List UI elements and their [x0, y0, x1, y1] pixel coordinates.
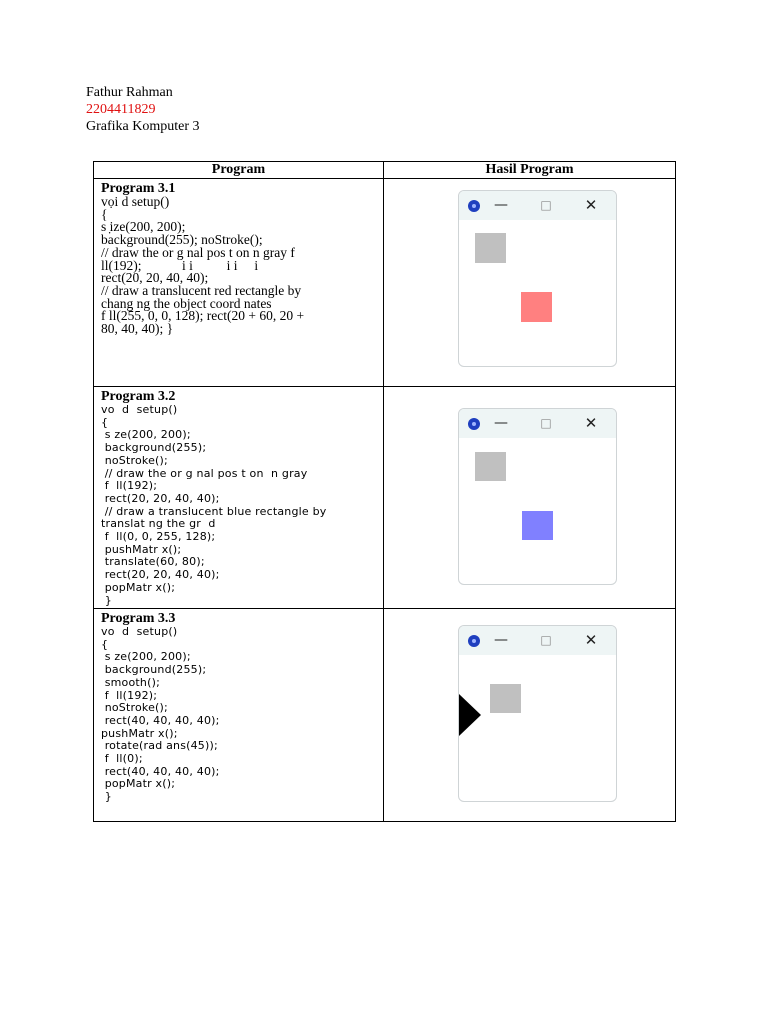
blue-rectangle [522, 511, 553, 540]
maximize-icon[interactable]: □ [540, 198, 552, 212]
sketch-window [458, 625, 617, 802]
header-result: Hasil Program [384, 162, 676, 179]
table-row [94, 179, 676, 387]
gray-rectangle [475, 452, 506, 481]
gray-rectangle [490, 684, 521, 713]
gray-rectangle [475, 233, 506, 263]
maximize-icon[interactable]: □ [540, 416, 552, 430]
program-result-cell [384, 387, 676, 609]
program-title: Program 3.3 [101, 611, 176, 626]
sketch-window [458, 408, 617, 585]
close-icon[interactable]: ✕ [584, 414, 598, 432]
close-icon[interactable]: ✕ [584, 196, 598, 214]
program-code: vo d setup() { s ze(200, 200); background(255); smooth(); f ll(192); noStroke(); rect(40, 40, 40, 40); pushMatr x(); rotate(rad ans(45)); f ll(0); rect(40, 40, 40, 40); popMatr x(); } [101, 625, 220, 804]
header-program: Program [94, 162, 384, 179]
program-code: vọi d setup() { s ̣ize(200, 200); background(255); noStroke(); // draw the or g nal pos t on n gray f ll(192); i i i i i rect(20, 20, 40, 40); // draw a translucent red rectangle by chang ng the object coord nates f ll(255, 0, 0, 128); rect(20 + 60, 20 + 80, 40, 40); } [101, 194, 305, 337]
minimize-icon[interactable]: — [494, 632, 508, 648]
window-titlebar [459, 626, 616, 655]
program-code-cell [94, 609, 384, 822]
program-result-cell [384, 179, 676, 387]
close-icon[interactable]: ✕ [584, 631, 598, 649]
program-result-cell [384, 609, 676, 822]
table-row [94, 609, 676, 822]
rotated-black-shape [459, 694, 483, 736]
program-code: vo d setup() { s ze(200, 200); background(255); noStroke(); // draw the or g nal pos t on n gray f ll(192); rect(20, 20, 40, 40); // draw a translucent blue rectangle by translat ng the gr d f ll(0, 0, 255, 128); pushMatr x(); translate(60, 80); rect(20, 20, 40, 40); popMatr x(); } [101, 403, 327, 607]
processing-app-icon [468, 418, 480, 430]
minimize-icon[interactable]: — [494, 415, 508, 431]
program-code-cell [94, 387, 384, 609]
document-header [86, 84, 200, 135]
program-title: Program 3.1 [101, 181, 176, 196]
program-code-cell [94, 179, 384, 387]
sketch-window [458, 190, 617, 367]
student-id: 2204411829 [86, 102, 156, 117]
processing-app-icon [468, 635, 480, 647]
window-titlebar [459, 191, 616, 220]
maximize-icon[interactable]: □ [540, 633, 552, 647]
course-title: Grafika Komputer 3 [86, 119, 200, 134]
processing-app-icon [468, 200, 480, 212]
table-row [94, 387, 676, 609]
window-titlebar [459, 409, 616, 438]
red-rectangle [521, 292, 552, 322]
program-table [93, 161, 676, 822]
program-title: Program 3.2 [101, 389, 176, 404]
minimize-icon[interactable]: — [494, 197, 508, 213]
author-name: Fathur Rahman [86, 85, 173, 100]
